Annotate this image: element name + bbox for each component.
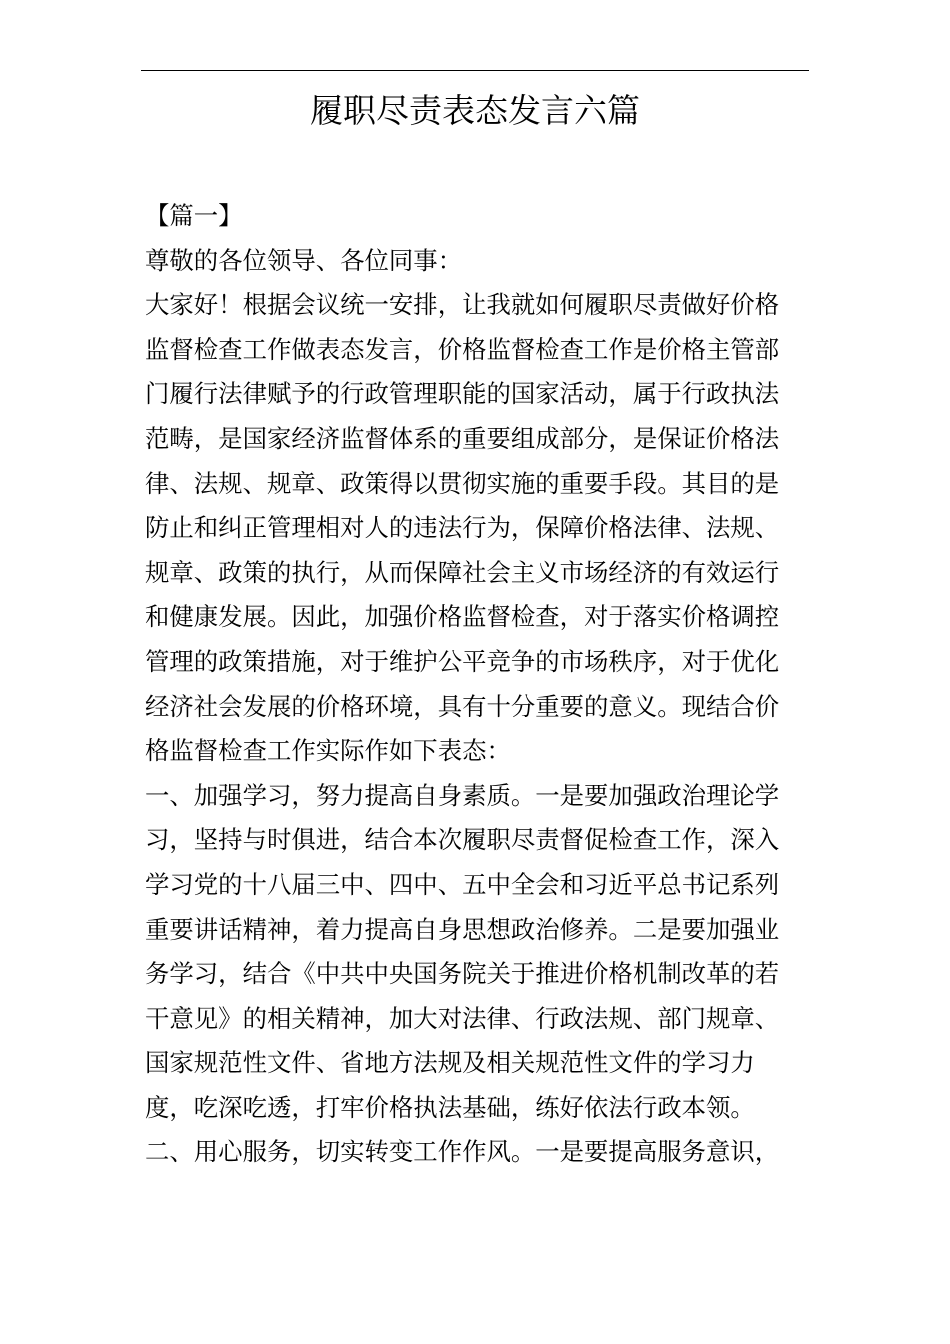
text-line: 门履行法律赋予的行政管理职能的国家活动，属于行政执法 [145, 379, 780, 409]
text-line: 国家规范性文件、省地方法规及相关规范性文件的学习力 [145, 1048, 755, 1078]
text-line: 监督检查工作做表态发言，价格监督检查工作是价格主管部 [145, 334, 780, 364]
text-line: 经济社会发展的价格环境，具有十分重要的意义。现结合价 [145, 691, 780, 721]
text-line: 重要讲话精神，着力提高自身思想政治修养。二是要加强业 [145, 914, 780, 944]
text-line: 规章、政策的执行，从而保障社会主义市场经济的有效运行 [145, 557, 780, 587]
text-line: 格监督检查工作实际作如下表态： [145, 736, 511, 766]
text-line: 大家好！根据会议统一安排，让我就如何履职尽责做好价格 [145, 290, 780, 320]
document-title: 履职尽责表态发言六篇 [310, 91, 640, 130]
text-line: 度，吃深吃透，打牢价格执法基础，练好依法行政本领。 [145, 1092, 755, 1122]
text-line: 习，坚持与时俱进，结合本次履职尽责督促检查工作，深入 [145, 825, 780, 855]
text-line: 一、加强学习，努力提高自身素质。一是要加强政治理论学 [145, 780, 780, 810]
document-body [145, 194, 809, 1175]
text-line: 二、用心服务，切实转变工作作风。一是要提高服务意识， [145, 1137, 780, 1167]
salutation: 尊敬的各位领导、各位同事： [145, 245, 463, 275]
text-line: 和健康发展。因此，加强价格监督检查，对于落实价格调控 [145, 602, 780, 632]
text-line: 管理的政策措施，对于维护公平竞争的市场秩序，对于优化 [145, 646, 780, 676]
text-line: 学习党的十八届三中、四中、五中全会和习近平总书记系列 [145, 869, 780, 899]
text-line: 防止和纠正管理相对人的违法行为，保障价格法律、法规、 [145, 513, 780, 543]
text-line: 律、法规、规章、政策得以贯彻实施的重要手段。其目的是 [145, 468, 780, 498]
text-line: 务学习，结合《中共中央国务院关于推进价格机制改革的若 [145, 959, 780, 989]
section-heading: 【篇一】 [145, 201, 243, 230]
text-line: 干意见》的相关精神，加大对法律、行政法规、部门规章、 [145, 1003, 780, 1033]
header-rule [141, 70, 809, 71]
text-line: 范畴，是国家经济监督体系的重要组成部分，是保证价格法 [145, 423, 780, 453]
